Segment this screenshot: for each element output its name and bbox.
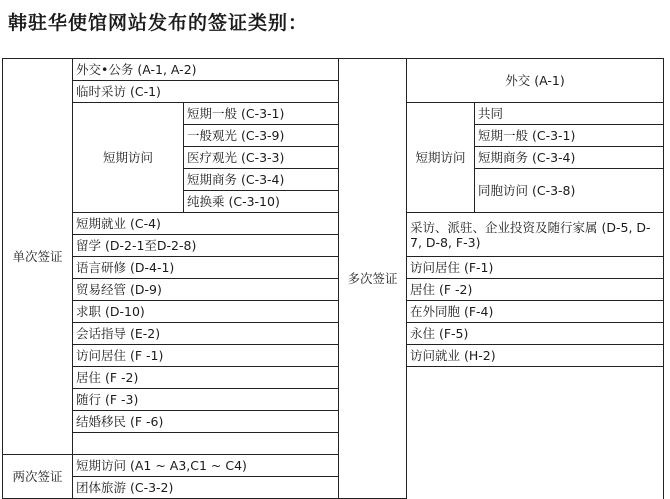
table-cell: 访问就业 (H-2)	[407, 345, 664, 367]
table-cell: 访问居住 (F -1)	[73, 345, 339, 367]
table-row	[3, 103, 664, 125]
table-cell: 语言研修 (D-4-1)	[73, 257, 339, 279]
table-row	[3, 301, 664, 323]
table-cell: 结婚移民 (F -6)	[73, 411, 339, 433]
table-row	[3, 213, 664, 235]
table-cell: 同胞访问 (C-3-8)	[475, 169, 664, 213]
table-cell: 短期访问 (A1 ~ A3,C1 ~ C4)	[73, 455, 339, 477]
table-cell: 一般观光 (C-3-9)	[184, 125, 339, 147]
table-cell: 贸易经管 (D-9)	[73, 279, 339, 301]
table-cell: 留学 (D-2-1至D-2-8)	[73, 235, 339, 257]
table-cell: 在外同胞 (F-4)	[407, 301, 664, 323]
table-cell: 纯换乘 (C-3-10)	[184, 191, 339, 213]
table-row	[3, 367, 664, 389]
table-cell: 共同	[475, 103, 664, 125]
table-cell: 团体旅游 (C-3-2)	[73, 477, 339, 499]
table-cell: 外交•公务 (A-1, A-2)	[73, 59, 339, 81]
table-row	[3, 59, 664, 81]
table-cell: 采访、派驻、企业投资及随行家属 (D-5, D-7, D-8, F-3)	[407, 213, 664, 257]
table-row	[3, 279, 664, 301]
table-cell: 短期一般 (C-3-1)	[184, 103, 339, 125]
empty-cell	[407, 367, 664, 499]
table-cell: 短期商务 (C-3-4)	[475, 147, 664, 169]
double-entry-label: 两次签证	[3, 455, 73, 499]
table-cell: 医疗观光 (C-3-3)	[184, 147, 339, 169]
table-row	[3, 257, 664, 279]
table-cell: 访问居住 (F-1)	[407, 257, 664, 279]
table-cell: 居住 (F -2)	[73, 367, 339, 389]
page-title: 韩驻华使馆网站发布的签证类别：	[8, 12, 309, 34]
table-cell: 求职 (D-10)	[73, 301, 339, 323]
table-cell: 随行 (F -3)	[73, 389, 339, 411]
table-cell: 会话指导 (E-2)	[73, 323, 339, 345]
table-cell: 永住 (F-5)	[407, 323, 664, 345]
table-cell: 临时采访 (C-1)	[73, 81, 339, 103]
multiple-short-visit-label: 短期访问	[407, 103, 475, 213]
visa-category-table	[2, 58, 664, 499]
multiple-entry-label: 多次签证	[339, 59, 407, 499]
empty-cell	[73, 433, 339, 455]
single-entry-label: 单次签证	[3, 59, 73, 455]
table-row	[3, 345, 664, 367]
table-row	[3, 323, 664, 345]
table-cell: 短期就业 (C-4)	[73, 213, 339, 235]
table-cell: 外交 (A-1)	[407, 59, 664, 103]
table-cell: 短期商务 (C-3-4)	[184, 169, 339, 191]
table-cell: 居住 (F -2)	[407, 279, 664, 301]
table-cell: 短期一般 (C-3-1)	[475, 125, 664, 147]
single-short-visit-label: 短期访问	[73, 103, 184, 213]
